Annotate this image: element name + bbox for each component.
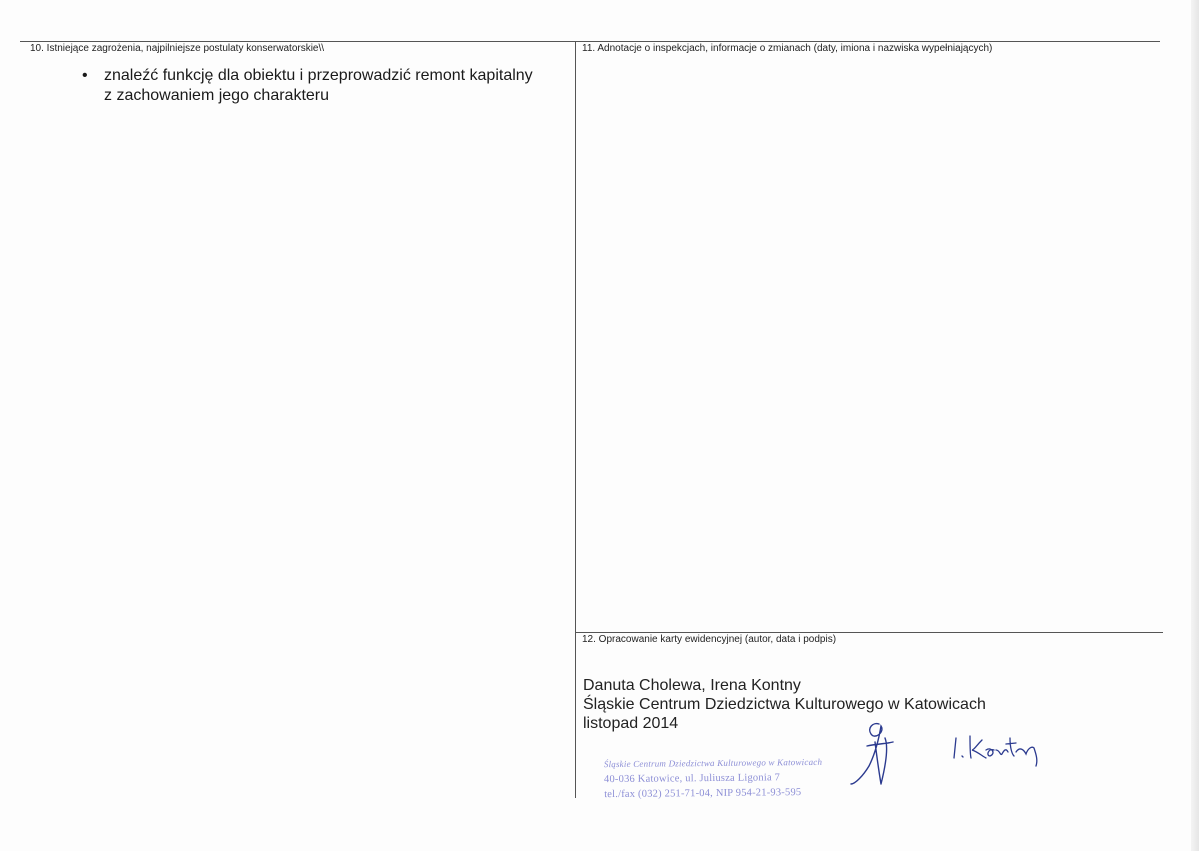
stamp-line-2: 40-036 Katowice, ul. Juliusza Ligonia 7	[603, 772, 781, 786]
page-edge-shadow	[1191, 0, 1199, 851]
bullet-line-2: z zachowaniem jego charakteru	[104, 87, 330, 104]
section12-rule	[576, 632, 1163, 633]
bullet-icon: •	[82, 67, 88, 84]
authors-text: Danuta Cholewa, Irena Kontny	[583, 677, 801, 694]
bullet-line-1: znaleźć funkcję dla obiektu i przeprowadzić remont kapitalny	[104, 67, 533, 84]
stamp-line-3: tel./fax (032) 251-71-04, NIP 954-21-93-595	[604, 787, 802, 801]
bullet-text	[104, 66, 584, 106]
column-divider	[575, 41, 576, 798]
date-text: listopad 2014	[583, 715, 679, 732]
institution-stamp	[604, 755, 823, 802]
institution-text: Śląskie Centrum Dziedzictwa Kulturowego w Katowicach	[583, 696, 986, 713]
stamp-line-1: Śląskie Centrum Dziedzictwa Kulturowego w Katowicach	[603, 756, 823, 770]
section10-label: 10. Istniejące zagrożenia, najpilniejsze postulaty konserwatorskie\\	[30, 43, 325, 54]
top-rule-right	[576, 41, 1160, 42]
signature-2-icon	[948, 728, 1048, 768]
section11-label: 11. Adnotacje o inspekcjach, informacje o zmianach (daty, imiona i nazwiska wypełniających)	[582, 43, 993, 54]
section12-label: 12. Opracowanie karty ewidencyjnej (autor, data i podpis)	[582, 634, 837, 645]
signature-1-icon	[845, 718, 905, 788]
top-rule-left	[20, 41, 576, 42]
